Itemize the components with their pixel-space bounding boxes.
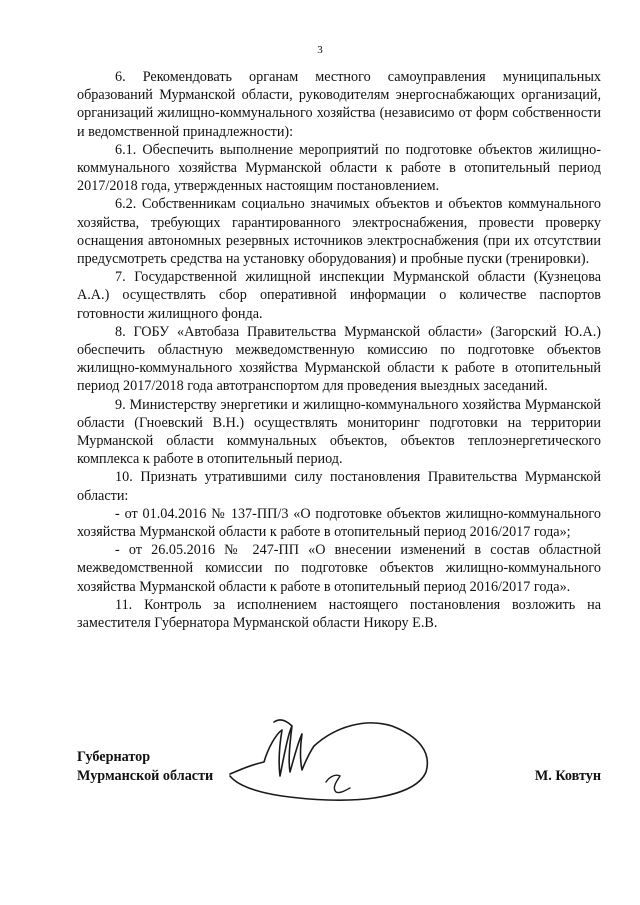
paragraph-6-1: 6.1. Обеспечить выполнение мероприятий по подготовке объектов жилищно-коммунального хозяйства Мурманской области к работе в отопительный период 2017/2018 года, утвержденных настоящим постановлением.	[77, 141, 601, 195]
paragraph-7: 7. Государственной жилищной инспекции Мурманской области (Кузнецова А.А.) осуществлять сбор оперативной информации о количестве паспортов готовности жилищного фонда.	[77, 269, 601, 322]
paragraph-9: 9. Министерству энергетики и жилищно-коммунального хозяйства Мурманской области (Гноевский В.Н.) осуществлять мониторинг подготовки на территории Мурманской области коммунальных объектов, объектов теплоэнергетического комплекса к работе в отопительный период.	[77, 396, 601, 468]
paragraph-6-2: 6.2. Собственникам социально значимых объектов и объектов коммунального хозяйства, требующих гарантированного электроснабжения, провести проверку оснащения автономных резервных источников электроснабжения (при их отсутствии предусмотреть средства на установку оборудования) и пробные пуски (тренировки).	[77, 196, 601, 268]
signatory-title-line1: Губернатор	[77, 749, 151, 765]
paragraph-8: 8. ГОБУ «Автобаза Правительства Мурманской области» (Загорский Ю.А.) обеспечить областную межведомственную комиссию по подготовке объектов жилищно-коммунального хозяйства Мурманской области к работе в отопительный период 2017/2018 года автотранспортом для проведения выездных заседаний.	[77, 323, 601, 395]
signatory-title	[77, 748, 213, 786]
paragraph-10: 10. Признать утратившими силу постановления Правительства Мурманской области:	[77, 469, 601, 504]
paragraph-11: 11. Контроль за исполнением настоящего постановления возложить на заместителя Губернатора Мурманской области Никору Е.В.	[77, 596, 601, 632]
list-item-repeal-2: - от 26.05.2016 № 247-ПП «О внесении изменений в состав областной межведомственной комиссии по подготовке объектов жилищно-коммунального хозяйства Мурманской области к работе в отопительный период 2016/2017 года».	[77, 542, 601, 595]
signatory-name: М. Ковтун	[534, 768, 601, 784]
page-number: 3	[317, 44, 323, 56]
document-body	[77, 68, 601, 632]
handwritten-signature	[226, 712, 446, 812]
signatory-title-line2: Мурманской области	[77, 768, 214, 784]
list-item-repeal-1: - от 01.04.2016 № 137-ПП/3 «О подготовке объектов жилищно-коммунального хозяйства Мурманской области к работе в отопительный период 2016/2017 года»;	[77, 505, 601, 541]
paragraph-6: 6. Рекомендовать органам местного самоуправления муниципальных образований Мурманской области, руководителям энергоснабжающих организаций, организаций жилищно-коммунального хозяйства (независимо от форм собственности и ведомственной принадлежности):	[77, 69, 601, 140]
